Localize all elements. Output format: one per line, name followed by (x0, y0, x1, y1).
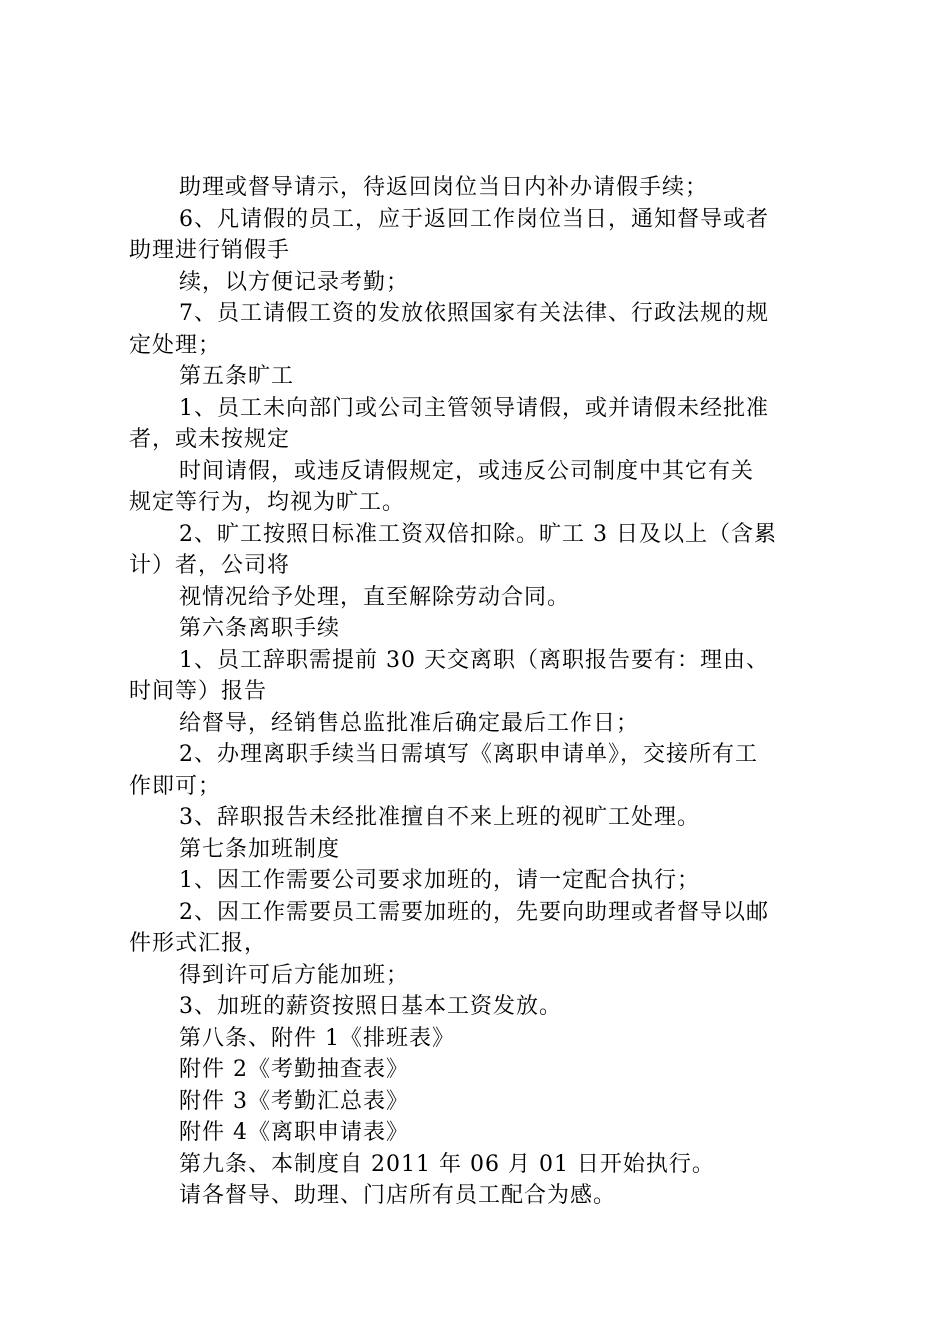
document-line: 时间等）报告 (129, 679, 268, 704)
document-line: 2、旷工按照日标准工资双倍扣除。旷工 3 日及以上（含累 (179, 521, 777, 547)
document-line: 请各督导、助理、门店所有员工配合为感。 (179, 1183, 617, 1208)
document-line: 1、员工辞职需提前 30 天交离职（离职报告要有：理由、 (179, 647, 769, 673)
document-line: 助理或督导请示，待返回岗位当日内补办请假手续； (179, 175, 709, 200)
document-line: 1、员工未向部门或公司主管领导请假，或并请假未经批准 (179, 395, 769, 421)
document-line: 3、辞职报告未经批准擅自不来上班的视旷工处理。 (179, 805, 700, 830)
document-line: 续，以方便记录考勤； (179, 269, 410, 295)
document-line: 助理进行销假手 (129, 238, 291, 263)
document-line: 3、加班的薪资按照日基本工资发放。 (179, 994, 562, 1019)
document-line: 第八条、附件 1《排班表》 (179, 1025, 455, 1051)
document-line: 计）者，公司将 (129, 553, 291, 578)
document-body (129, 172, 834, 1212)
document-line: 件形式汇报， (129, 931, 268, 956)
document-line: 视情况给予处理，直至解除劳动合同。 (179, 584, 571, 610)
document-line: 给督导，经销售总监批准后确定最后工作日； (179, 710, 640, 736)
document-line: 得到许可后方能加班； (179, 962, 410, 988)
document-line: 第五条旷工 (179, 364, 295, 389)
document-line: 附件 2《考勤抽查表》 (179, 1057, 409, 1082)
document-line: 附件 4《离职申请表》 (179, 1120, 409, 1145)
document-line: 1、因工作需要公司要求加班的，请一定配合执行； (179, 868, 700, 893)
document-line: 2、因工作需要员工需要加班的，先要向助理或者督导以邮 (179, 899, 769, 925)
document-line: 时间请假，或违反请假规定，或违反公司制度中其它有关 (179, 458, 755, 484)
document-line: 规定等行为，均视为旷工。 (129, 490, 406, 515)
document-line: 附件 3《考勤汇总表》 (179, 1088, 409, 1114)
document-line: 7、员工请假工资的发放依照国家有关法律、行政法规的规 (179, 301, 769, 326)
document-line: 定处理； (129, 332, 222, 358)
document-line: 第九条、本制度自 2011 年 06 月 01 日开始执行。 (179, 1151, 715, 1177)
document-line: 者，或未按规定 (129, 427, 291, 452)
document-line: 2、办理离职手续当日需填写《离职申请单》，交接所有工 (179, 742, 758, 767)
document-line: 作即可； (129, 773, 222, 799)
document-line: 第七条加班制度 (179, 836, 341, 862)
document-line: 6、凡请假的员工，应于返回工作岗位当日，通知督导或者 (179, 206, 769, 232)
document-line: 第六条离职手续 (179, 616, 341, 641)
